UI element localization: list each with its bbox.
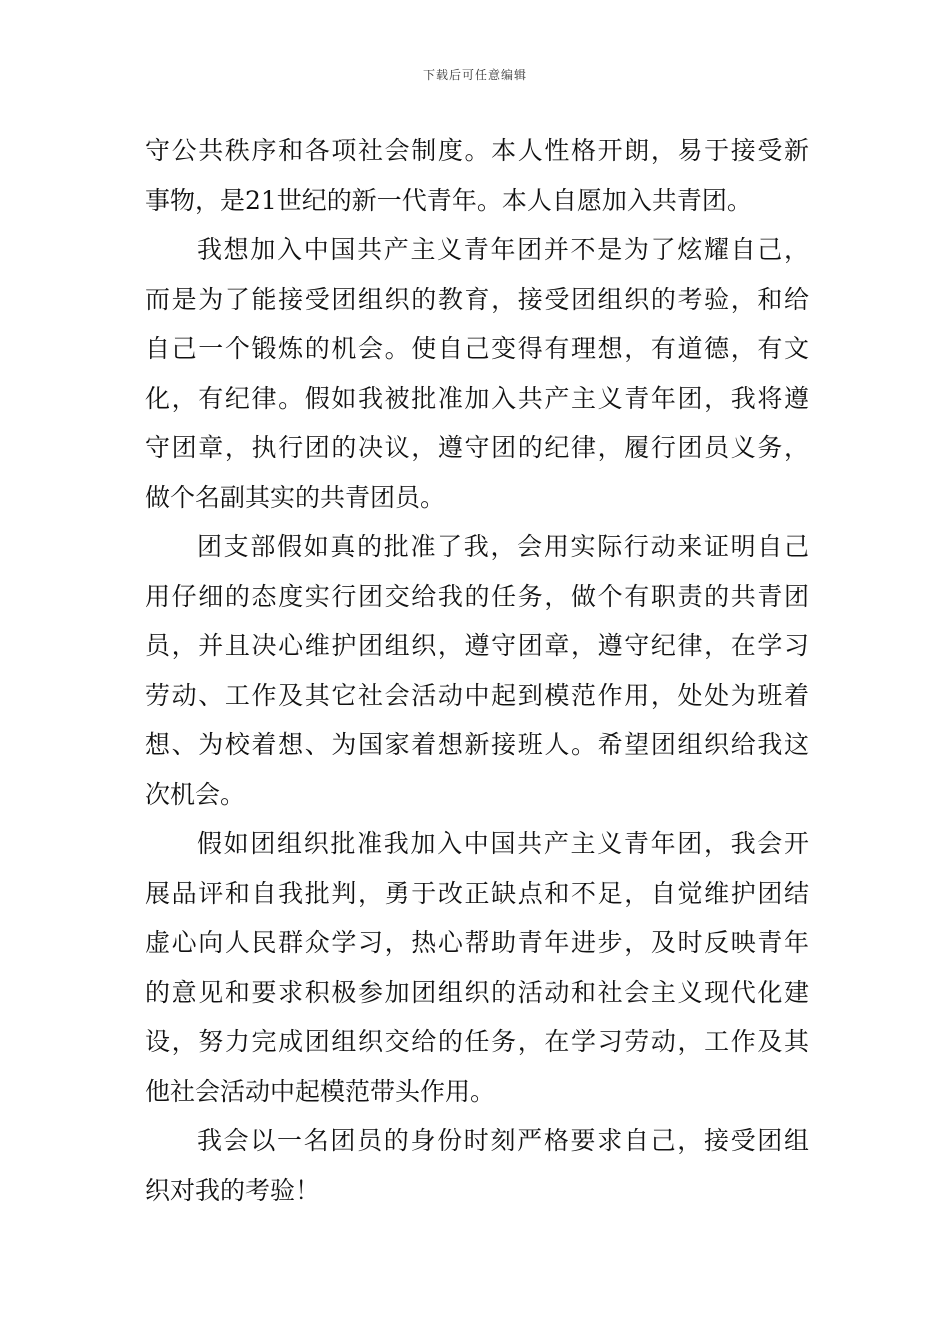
text-line: 而是为了能接受团组织的教育，接受团组织的考验，和给 <box>145 284 809 314</box>
text-line: 做个名副其实的共青团员。 <box>145 482 446 512</box>
text-line: 的意见和要求积极参加团组织的活动和社会主义现代化建 <box>145 977 809 1007</box>
text-line: 展品评和自我批判，勇于改正缺点和不足，自觉维护团结 <box>145 878 809 908</box>
text-line: 织对我的考验！ <box>145 1175 321 1205</box>
text-line: 劳动、工作及其它社会活动中起到模范作用，处处为班着 <box>145 680 809 710</box>
text-line: 事物，是21世纪的新一代青年。本人自愿加入共青团。 <box>145 185 752 215</box>
text-line: 员，并且决心维护团组织，遵守团章，遵守纪律，在学习 <box>145 631 809 660</box>
text-line: 想、为校着想、为国家着想新接班人。希望团组织给我这 <box>145 730 809 759</box>
text-line: 他社会活动中起模范带头作用。 <box>145 1076 496 1106</box>
text-line: 自己一个锻炼的机会。使自己变得有理想，有道德，有文 <box>145 334 809 363</box>
document-body <box>145 126 809 1215</box>
text-line: 化，有纪律。假如我被批准加入共产主义青年团，我将遵 <box>145 383 809 413</box>
page-header: 下载后可任意编辑 <box>422 68 527 82</box>
text-line: 虚心向人民群众学习，热心帮助青年进步，及时反映青年 <box>145 928 809 957</box>
text-line: 我会以一名团员的身份时刻严格要求自己，接受团组 <box>197 1126 809 1155</box>
text-line: 假如团组织批准我加入中国共产主义青年团，我会开 <box>197 829 809 858</box>
paragraph-2 <box>145 225 809 522</box>
paragraph-1 <box>145 126 809 225</box>
paragraph-5 <box>145 1116 809 1215</box>
text-line: 守团章，执行团的决议，遵守团的纪律，履行团员义务， <box>145 433 809 462</box>
text-line: 设，努力完成团组织交给的任务，在学习劳动，工作及其 <box>145 1027 809 1056</box>
text-line: 我想加入中国共产主义青年团并不是为了炫耀自己， <box>197 235 809 264</box>
text-line: 守公共秩序和各项社会制度。本人性格开朗，易于接受新 <box>145 136 809 165</box>
text-line: 用仔细的态度实行团交给我的任务，做个有职责的共青团 <box>145 581 809 611</box>
paragraph-4 <box>145 819 809 1116</box>
text-line: 团支部假如真的批准了我，会用实际行动来证明自己 <box>197 532 809 561</box>
paragraph-3 <box>145 522 809 819</box>
text-line: 次机会。 <box>145 779 246 809</box>
